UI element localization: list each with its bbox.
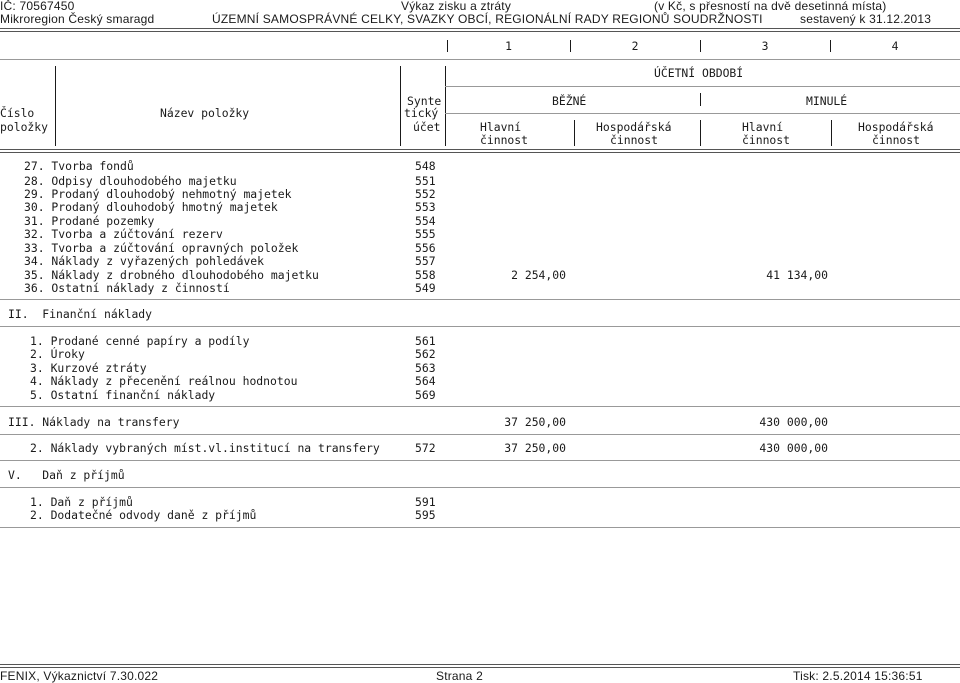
row-account: 548	[415, 159, 436, 173]
double-rule-top-2	[0, 31, 960, 32]
economic-activity-heading-2: Hospodářská	[858, 120, 934, 134]
double-rule-footer-2	[0, 667, 960, 668]
row-account: 555	[415, 227, 436, 241]
header-divider	[55, 66, 56, 146]
organization-category: ÚZEMNÍ SAMOSPRÁVNÉ CELKY, SVAZKY OBCÍ, REGIONÁLNÍ RADY REGIONŮ SOUDRŽNOSTI	[212, 12, 763, 26]
row-label: 28. Odpisy dlouhodobého majetku	[24, 174, 237, 188]
row-label: 3. Kurzové ztráty	[30, 361, 147, 375]
activity-label: činnost	[872, 133, 921, 147]
row-account: 551	[415, 174, 436, 188]
dashed-rule	[0, 326, 960, 327]
row-value-main-current: 2 254,00	[511, 268, 566, 282]
software-version: FENIX, Výkaznictví 7.30.022	[0, 669, 159, 683]
synthetic-label: Synte	[407, 94, 442, 108]
economic-activity-heading-1: Hospodářská	[596, 120, 672, 134]
header-divider	[831, 120, 832, 146]
row-label: 1. Daň z příjmů	[30, 495, 133, 509]
header-divider	[445, 66, 446, 146]
column-number-3: 3	[761, 39, 769, 53]
row-label: 2. Dodatečné odvody daně z příjmů	[30, 508, 257, 522]
header-divider	[400, 66, 401, 146]
row-account: 553	[415, 200, 436, 214]
dashed-rule	[0, 434, 960, 435]
column-number-4: 4	[891, 39, 899, 53]
activity-label: činnost	[480, 133, 529, 147]
dashed-rule	[0, 527, 960, 528]
current-period-heading: BĚŽNÉ	[552, 94, 587, 108]
header-divider	[700, 93, 701, 106]
double-rule-header-2	[0, 152, 960, 153]
dashed-rule	[0, 460, 960, 461]
item-number-heading-2: položky	[0, 120, 49, 134]
dashed-rule	[0, 59, 960, 60]
report-date: sestavený k 31.12.2013	[800, 12, 932, 26]
row-value-main-current: 37 250,00	[504, 441, 566, 455]
activity-label: činnost	[610, 133, 659, 147]
unit-note: (v Kč, s přesností na dvě desetinná místa)	[654, 0, 887, 13]
row-label: 5. Ostatní finanční náklady	[30, 388, 216, 402]
header-subrule	[445, 86, 960, 87]
previous-period-heading: MINULÉ	[806, 94, 848, 108]
column-number-2: 2	[631, 39, 639, 53]
row-account: 563	[415, 361, 436, 375]
report-title: Výkaz zisku a ztráty	[401, 0, 512, 13]
row-account: 556	[415, 241, 436, 255]
row-label: 1. Prodané cenné papíry a podíly	[30, 334, 250, 348]
row-label: 2. Úroky	[30, 347, 85, 361]
organization-name: Mikroregion Český smaragd	[0, 12, 155, 26]
account-heading: účet	[413, 120, 441, 134]
row-label: 35. Náklady z drobného dlouhodobého majetku	[24, 268, 319, 282]
page-number: Strana 2	[436, 669, 483, 683]
row-label: 4. Náklady z přecenění reálnou hodnotou	[30, 374, 298, 388]
dashed-rule	[0, 487, 960, 488]
header-divider	[574, 120, 575, 146]
double-rule-top	[0, 28, 960, 29]
row-label: 36. Ostatní náklady z činností	[24, 281, 230, 295]
dashed-rule	[0, 406, 960, 407]
row-account: 552	[415, 187, 436, 201]
row-account: 591	[415, 495, 436, 509]
section-value-main-current: 37 250,00	[504, 415, 566, 429]
ic-number: IČ: 70567450	[0, 0, 75, 13]
item-name-heading: Název položky	[160, 106, 250, 120]
row-account: 569	[415, 388, 436, 402]
header-subrule	[445, 113, 960, 114]
row-label: 33. Tvorba a zúčtování opravných položek	[24, 241, 299, 255]
row-account: 549	[415, 281, 436, 295]
row-account: 561	[415, 334, 436, 348]
row-label: 30. Prodaný dlouhodobý hmotný majetek	[24, 200, 278, 214]
row-label: 29. Prodaný dlouhodobý nehmotný majetek	[24, 187, 292, 201]
activity-label: činnost	[742, 133, 791, 147]
section-heading-transfer-costs: III. Náklady na transfery	[8, 415, 180, 429]
column-number-1: 1	[505, 39, 512, 53]
row-label: 2. Náklady vybraných míst.vl.institucí na transfery	[30, 441, 380, 455]
double-rule-footer	[0, 664, 960, 665]
row-label: 27. Tvorba fondů	[24, 159, 134, 173]
dashed-rule	[0, 299, 960, 300]
main-activity-heading-1: Hlavní	[480, 120, 522, 134]
row-account: 572	[415, 441, 436, 455]
print-timestamp: Tisk: 2.5.2014 15:36:51	[793, 669, 923, 683]
row-account: 562	[415, 347, 436, 361]
item-number-heading: Číslo	[0, 106, 35, 120]
row-label: 34. Náklady z vyřazených pohledávek	[24, 254, 265, 268]
synthetic-label-2: tický	[404, 106, 439, 120]
section-heading-income-tax: V. Daň z příjmů	[8, 468, 125, 482]
row-label: 32. Tvorba a zúčtování rezerv	[24, 227, 223, 241]
row-value-main-previous: 41 134,00	[766, 268, 828, 282]
row-account: 557	[415, 254, 436, 268]
section-heading-financial-costs: II. Finanční náklady	[8, 307, 153, 321]
double-rule-header	[0, 149, 960, 150]
row-account: 564	[415, 374, 436, 388]
row-account: 554	[415, 214, 436, 228]
row-account: 595	[415, 508, 436, 522]
section-value-main-previous: 430 000,00	[759, 415, 828, 429]
row-account: 558	[415, 268, 436, 282]
accounting-period-heading: ÚČETNÍ OBDOBÍ	[654, 66, 744, 80]
row-value-main-previous: 430 000,00	[759, 441, 828, 455]
row-label: 31. Prodané pozemky	[24, 214, 155, 228]
header-divider	[700, 120, 701, 146]
main-activity-heading-2: Hlavní	[742, 120, 784, 134]
